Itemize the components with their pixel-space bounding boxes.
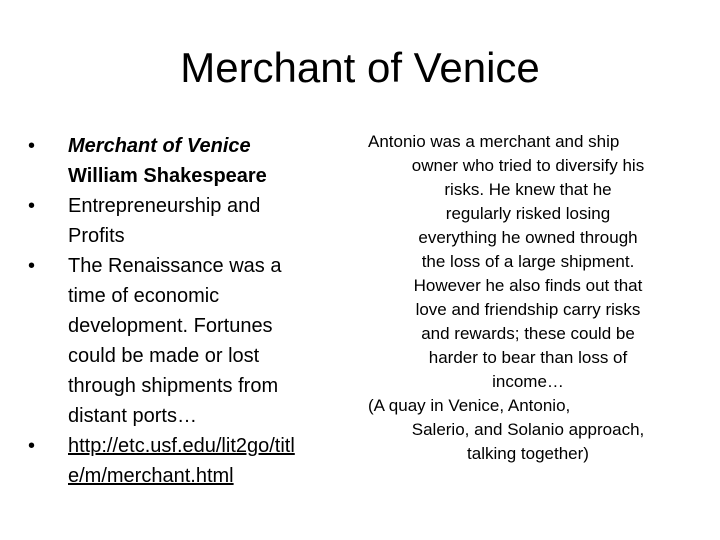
play-author: William Shakespeare (68, 165, 267, 187)
theme-line: Profits (68, 225, 125, 247)
summary-column (368, 130, 688, 466)
summary-line: everything he owned through (418, 228, 638, 247)
bullet-item-renaissance (28, 251, 358, 431)
bullet-icon: • (28, 255, 36, 277)
bullet-icon: • (28, 435, 36, 457)
bullet-item-title (28, 131, 358, 191)
summary-line: regularly risked losing (445, 204, 611, 223)
theme-line: Entrepreneurship and (68, 195, 261, 217)
bullet-list (28, 131, 358, 491)
source-link-line: e/m/merchant.html (68, 465, 234, 487)
summary-line: Antonio was a merchant and ship (368, 132, 620, 151)
summary-line: love and friendship carry risks (415, 300, 641, 319)
summary-line: and rewards; these could be (421, 324, 635, 343)
renaissance-line: development. Fortunes (68, 315, 273, 337)
renaissance-line: through shipments from (68, 375, 279, 397)
slide-title: Merchant of Venice (180, 44, 540, 91)
stage-direction-line: talking together) (467, 444, 589, 463)
source-link-line: http://etc.usf.edu/lit2go/titl (68, 435, 295, 457)
play-title: Merchant of Venice (68, 135, 251, 157)
summary-line: owner who tried to diversify his (411, 156, 645, 175)
stage-direction-line: Salerio, and Solanio approach, (411, 420, 645, 439)
bullet-item-link (28, 431, 358, 491)
bullet-item-theme (28, 191, 358, 251)
bullet-list-column (28, 131, 358, 491)
bullet-icon: • (28, 135, 36, 157)
summary-line: the loss of a large shipment. (421, 252, 635, 271)
summary-line: However he also finds out that (413, 276, 643, 295)
summary-line: income… (492, 372, 564, 391)
bullet-icon: • (28, 195, 36, 217)
source-link[interactable] (68, 435, 295, 487)
summary-line: risks. He knew that he (444, 180, 612, 199)
renaissance-line: The Renaissance was a (68, 255, 282, 277)
renaissance-line: time of economic (68, 285, 220, 307)
renaissance-line: distant ports… (68, 405, 197, 427)
stage-direction-paragraph (368, 394, 688, 466)
renaissance-line: could be made or lost (68, 345, 260, 367)
stage-direction-line: (A quay in Venice, Antonio, (368, 396, 571, 415)
summary-line: harder to bear than loss of (428, 348, 628, 367)
summary-paragraph (368, 130, 688, 394)
